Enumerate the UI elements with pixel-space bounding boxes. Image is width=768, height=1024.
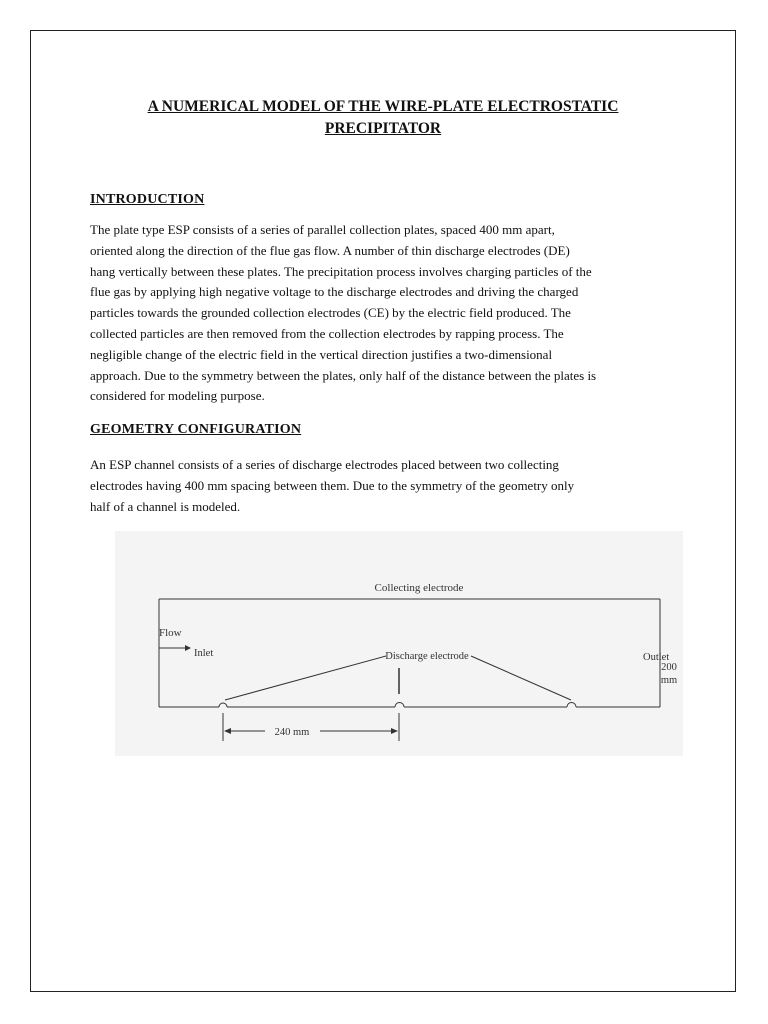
- intro-line: The plate type ESP consists of a series of parallel collection plates, spaced 400 mm apart,: [90, 222, 555, 237]
- intro-line: considered for modeling purpose.: [90, 388, 265, 404]
- intro-line: particles towards the grounded collection electrodes (CE) by the electric field produced. The: [90, 305, 571, 321]
- geometry-line: An ESP channel consists of a series of discharge electrodes placed between two collecting: [90, 457, 559, 472]
- intro-line: approach. Due to the symmetry between the plates, only half of the distance between the plates is: [90, 367, 597, 383]
- introduction-heading: INTRODUCTION: [90, 192, 205, 207]
- document-page: [30, 30, 736, 992]
- height-unit: mm: [660, 675, 678, 686]
- geometry-line: half of a channel is modeled.: [90, 498, 241, 514]
- height-value: 200: [661, 662, 677, 673]
- flow-label: Flow: [159, 627, 182, 639]
- esp-diagram: [115, 531, 683, 756]
- geometry-paragraph: [90, 455, 690, 517]
- esp-geometry-figure: [115, 531, 683, 756]
- document-title: [31, 96, 735, 140]
- intro-line: hang vertically between these plates. The precipitation process involves charging particles of the: [90, 263, 592, 279]
- intro-line: negligible change of the electric field in the vertical direction justifies a two-dimensional: [90, 346, 553, 362]
- outlet-label: Outlet: [643, 652, 670, 663]
- geometry-line: electrodes having 400 mm spacing between them. Due to the symmetry of the geometry only: [90, 477, 575, 493]
- title-line-2: PRECIPITATOR: [324, 120, 442, 137]
- inlet-label: Inlet: [194, 648, 214, 659]
- height-label: [655, 661, 683, 687]
- title-line-1: A NUMERICAL MODEL OF THE WIRE-PLATE ELECTROSTATIC: [147, 98, 619, 115]
- discharge-electrode-label: Discharge electrode: [385, 651, 469, 662]
- spacing-label: 240 mm: [274, 727, 310, 738]
- introduction-paragraph: [90, 220, 690, 407]
- geometry-heading: GEOMETRY CONFIGURATION: [90, 422, 302, 437]
- collecting-electrode-label: Collecting electrode: [374, 582, 464, 594]
- intro-line: flue gas by applying high negative voltage to the discharge electrodes and driving the charged: [90, 284, 579, 300]
- intro-line: collected particles are then removed from the collection electrodes by rapping process. The: [90, 325, 564, 341]
- intro-line: oriented along the direction of the flue gas flow. A number of thin discharge electrodes (DE): [90, 242, 570, 258]
